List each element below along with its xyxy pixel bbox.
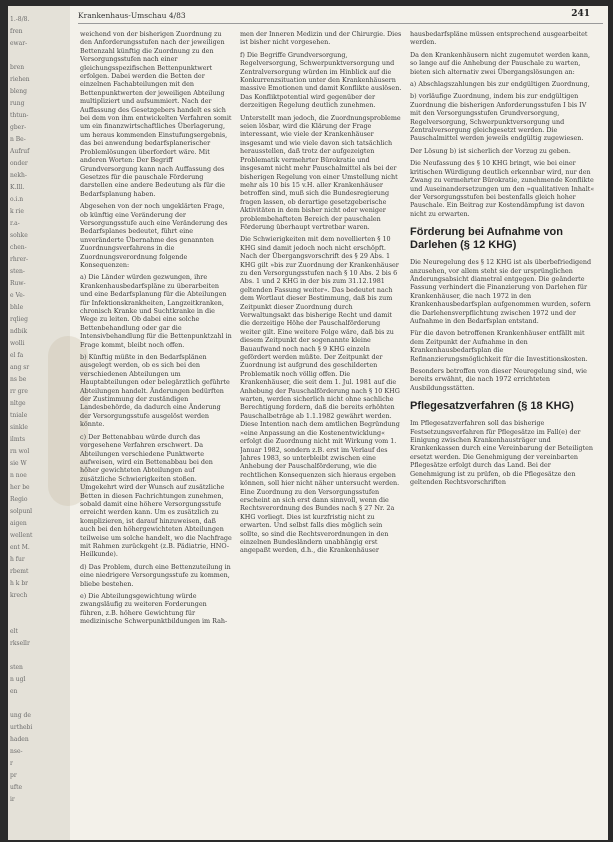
edge-text-fragment: rbemt [10, 568, 29, 575]
paragraph: c) Der Bettenabbau würde durch das vorgesehene Verfahren erschwert. Da Abteilungen verschiedene Punktwerte aufweisen, wird ein Bettenabbau bei den höher gewichteten Abteilungen auf zusätzliche Schwierigkeiten stoßen. Umgekehrt wird der Wunsch auf zusätzliche Betten in diesen Fachrichtungen zunehmen, sobald damit eine höhere Versorgungsstufe erreicht werden kann. Um es zusätzlich zu komplizieren, ist darauf hinzuweisen, daß auch bei den höhergewichteten Abteilungen teilweise um solche handelt, wo die Nachfrage mit Rahmen zurückgeht (z.B. Pädiatrie, HNO-Heilkunde). [80, 432, 232, 559]
edge-text-fragment: ndbik [10, 328, 28, 335]
edge-text-fragment: ent M. [10, 544, 30, 551]
page-header [78, 9, 598, 23]
paragraph: Der Lösung b) ist sicherlich der Vorzug zu geben. [410, 146, 571, 155]
edge-text-fragment: wolli [10, 340, 25, 347]
magazine-page [8, 6, 608, 840]
edge-text-fragment: sie W [10, 460, 27, 467]
paragraph: a) Abschlagszahlungen bis zur endgültigen Zuordnung, [410, 80, 590, 89]
edge-text-fragment: ilmts [10, 436, 26, 443]
edge-text-fragment: n ugl [10, 676, 26, 683]
paragraph: Für die davon betroffenen Krankenhäuser entfällt mit dem Zeitpunkt der Aufnahme in den Krankenhausbedarfsplan die Refinanzierungsmöglichkeit für die Investitionskosten. [410, 329, 588, 363]
paragraph: b) vorläufige Zuordnung, indem bis zur endgültigen Zuordnung die bisherigen Anforderungsstufen I bis IV mit den Versorgungsstufen Grundversorgung, Regelversorgung, Schwerpunktversorgung und Zentralversorgung gleichgesetzt werden. Die Pauschalmittel werden jeweils endgültig zugewiesen. [410, 92, 587, 143]
edge-text-fragment: ufte [10, 784, 23, 791]
edge-text-fragment: elt [10, 628, 18, 635]
paragraph: a) Die Länder würden gezwungen, ihre Krankenhausbedarfspläne zu überarbeiten und eine Bedarfsplanung für die Abteilungen für Infektionskrankheiten, Langzeitkranken, chronisch Kranke und Suchtkranke in die Wege zu leiten. Ob dabei eine solche Bettenbehandlung oder gar die Intensivbehandlung für die Bettenpunktzahl in Frage kommt, bleibt noch offen. [80, 273, 232, 349]
edge-text-fragment: haden [10, 736, 29, 743]
edge-text-fragment: sinkle [10, 424, 28, 431]
text-column-2 [240, 30, 402, 830]
edge-text-fragment: rhrer- [10, 256, 29, 263]
edge-text-fragment: ir [10, 796, 15, 803]
edge-text-fragment: krech [10, 592, 28, 599]
running-title: Krankenhaus-Umschau 4/83 [78, 11, 186, 20]
edge-text-fragment: urthebi [10, 724, 33, 731]
edge-text-fragment: rksellr [10, 640, 30, 647]
edge-text-fragment: nekh- [10, 172, 27, 179]
edge-text-fragment: fren [10, 28, 23, 35]
edge-text-fragment: e Ve- [10, 292, 25, 299]
edge-text-fragment: Ruw- [10, 280, 26, 287]
paragraph: Da den Krankenhäusern nicht zugemutet werden kann, so lange auf die Anhebung der Pauschale zu warten, bieten sich alternativ zwei Übergangslösungen an: [410, 50, 591, 76]
edge-text-fragment: n Be- [10, 136, 26, 143]
edge-text-fragment: k rie [10, 208, 24, 215]
paragraph: d) Das Problem, durch eine Bettenzuteilung in eine niedrigere Versorgungsstufe zu kommen, bliebe bestehen. [80, 562, 231, 588]
text-column-3 [410, 30, 596, 830]
edge-text-fragment: en [10, 688, 18, 695]
paragraph: Besonders betroffen von dieser Neuregelung sind, wie bereits erwähnt, die nach 1972 errichteten Ausbildungsstätten. [410, 367, 587, 392]
edge-text-fragment: r [10, 760, 13, 767]
paragraph: Die Neuregelung des § 12 KHG ist als überbefriedigend anzusehen, vor allem steht sie der ursprünglichen Änderungsabsicht diametral entgegen. Die geänderte Fassung verhindert die Finanzierung von Darlehen für Krankenhäuser, die nach 1972 in den Krankenhausbedarfsplan aufgenommen wurden, sofern die Darlehensverpflichtung zwischen 1972 und der Aufnahme in den Bedarfsplan entstand. [410, 258, 592, 325]
edge-text-fragment: rqlieg [10, 316, 28, 323]
section-heading: Förderung bei Aufnahme von Darlehen (§ 12 KHG) [410, 226, 563, 252]
edge-text-fragment: h fur [10, 556, 25, 563]
edge-text-fragment: gber- [10, 124, 27, 131]
paragraph: Im Pflegesatzverfahren soll das bisherige Festsetzungsverfahren für Pflegesätze im Fall(e) der Einigung zwischen Krankenhausträger und Krankenkassen durch eine Vereinbarung der Beteiligten ersetzt werden. Die Genehmigung der vereinbarten Pflegesätze erfolgt durch das Land. Bei der Genehmigung ist zu prüfen, ob die Pflegesätze den geltenden Rechtsvorschriften [410, 419, 594, 487]
edge-text-fragment: nse- [10, 748, 23, 755]
edge-text-fragment: ewar- [10, 40, 28, 47]
paragraph: f) Die Begriffe Grundversorgung, Regelversorgung, Schwerpunktversorgung und Zentralversorgung würden im Hinblick auf die Konkurrenzsituation unter den Krankenhäusern massive Emotionen und damit Konflikte auslösen. Das Konfliktpotential wird gegenüber der derzeitigen Regelung deutlich zunehmen. [240, 50, 402, 110]
edge-text-fragment: bleng [10, 88, 28, 95]
header-rule [78, 23, 603, 24]
edge-text-fragment: rung [10, 100, 25, 107]
paragraph: e) Die Abteilungsgewichtung würde zwangsläufig zu weiteren Forderungen führen, z.B. höhere Gewichtung für medizinische Schwerpunktbildungen im Rah- [80, 592, 228, 626]
edge-text-fragment: rr gre [10, 388, 28, 395]
edge-text-fragment: onder [10, 160, 28, 167]
edge-text-fragment: o.i.n [10, 196, 24, 203]
paragraph: hausbedarfspläne müssen entsprechend ausgearbeitet werden. [410, 30, 588, 47]
edge-text-fragment: ang sr [10, 364, 30, 371]
edge-text-fragment: K.Ill. [10, 184, 25, 191]
edge-text-fragment: Regio [10, 496, 28, 503]
paragraph: weichend von der bisherigen Zuordnung zu den Anforderungsstufen nach der jeweiligen Bettenzahl künftig die Zuordnung zu den Versorgungsstufen nach einer gleichungsspezifischen Bettenpunktwert erfolgen. Dabei werden die Betten der einzelnen Fachabteilungen mit den Bettenpunktwerten der jeweiligen Abteilung multipliziert und aufsummiert. Nach der Auffassung des Gesetzgebers handelt es sich bei dem von ihm entwickelten Verfahren somit um ein finanzwirtschaftliches Überlagerung, um heraus kommenden Einstufungsergebnis, das bei anwendung bedarfsplanerischer Problemlösungen überfordert wäre. Mit anderen Worten: Der Begriff Grundversorgung kann nach Auffassung des Gesetzes für die pauschale Förderung darstellen eine andere Bedeutung als für die Bedarfsplanung haben. [80, 30, 232, 198]
edge-text-fragment: h k br [10, 580, 29, 587]
edge-text-fragment: riehen [10, 76, 30, 83]
edge-text-fragment: Aufruf [10, 148, 30, 155]
paragraph: men der Inneren Medizin und der Chirurgie. Dies ist bisher nicht vorgesehen. [240, 30, 402, 47]
edge-text-fragment: sten- [10, 268, 25, 275]
paragraph: Abgesehen von der noch ungeklärten Frage, ob künftig eine Veränderung der Versorgungsstufe auch eine Veränderung des Bedarfsplanes bedeutet, führt eine unveränderte Übernahme des genannten Zuordnungsverfahrens in die Zuordnungsverordnung folgende Konsequenzen: [80, 202, 228, 269]
edge-text-fragment: 1.-8/8. [10, 16, 30, 23]
edge-text-fragment: tniale [10, 412, 28, 419]
edge-text-fragment: thtun- [10, 112, 29, 119]
paragraph: b) Künftig müßte in den Bedarfsplänen ausgelegt werden, ob es sich bei den verschiedenen Abteilungen um Hauptabteilungen oder belegärztlich geführte Abteilungen handelt. Änderungen bedürften der Zustimmung der zuständigen Landesbehörde, da dadurch eine Änderung der Versorgungsstufe ausgelöst werden könnte. [80, 353, 230, 429]
edge-text-fragment: chen- [10, 244, 27, 251]
edge-text-fragment: ns be [10, 376, 27, 383]
page-number: 241 [571, 9, 590, 19]
edge-text-fragment: r.a- [10, 220, 20, 227]
edge-text-fragment: n noe [10, 472, 27, 479]
edge-text-fragment: pr [10, 772, 17, 779]
edge-text-fragment: ung de [10, 712, 31, 719]
edge-text-fragment: nltge [10, 400, 26, 407]
edge-text-fragment: el fa [10, 352, 24, 359]
paragraph: Die Neufassung des § 10 KHG bringt, wie bei einer kritischen Würdigung deutlich erkennbar wird, nur den Zwang zu vermehrter Bürokratie, zunehmende Konflikte und Auseinandersetzungen um den »qualitativen Inhalt« der Versorgungsstufen bei bestenfalls gleich hoher Pauschale. Ein Beitrag zur Kostendämpfung ist davon nicht zu erwarten. [410, 159, 595, 218]
paragraph: Unterstellt man jedoch, die Zuordnungsprobleme seien lösbar, wird die Klärung der Frage interessant, wie viele der Krankenhäuser insgesamt und wie viele davon sich tatsächlich herausstellen, daß trotz der aufgezeigten Problematik vermehrter Bürokratie und insgesamt nicht mehr Pauschalmittel als bei der bisherigen Regelung von einer Umstellung nicht mehr als 10 bis 15 v.H. aller Krankenhäuser betroffen sind, muß sich die Bundesregierung fragen lassen, ob derartige gesetzgeberische Aktivitäten in dem bisher nicht oder weniger problembehafteten Bereich der pauschalen Förderung überhaupt vertretbar waren. [240, 113, 401, 231]
section-heading: Pflegesatzverfahren (§ 18 KHG) [410, 400, 574, 413]
edge-text-fragment: rn wol [10, 448, 30, 455]
edge-text-fragment: bren [10, 64, 25, 71]
edge-text-fragment: aigen [10, 520, 27, 527]
edge-text-fragment: sohke [10, 232, 28, 239]
edge-text-fragment: her be [10, 484, 30, 491]
edge-text-fragment: solpunl [10, 508, 33, 515]
edge-text-fragment: wellent [10, 532, 33, 539]
paragraph: Die Schwierigkeiten mit dem novellierten § 10 KHG sind damit jedoch noch nicht erschöpft. Nach der Übergangsvorschrift des § 29 Abs. 1 KHG gilt »bis zur Zuordnung der Krankenhäuser zu den Versorgungsstufen nach § 10 Abs. 2 bis 6 Abs. 1 und 2 KHG in der bis zum 31.12.1981 geltenden Fassung weiter«. Das bedeutet nach dem Wortlaut dieser Bestimmung, daß bis zum Zeitpunkt dieser Zuordnung durch Verwaltungsakt das bisherige Recht und damit die derzeitige Höhe der Pauschalförderung weiter gilt. Eine weitere Folge wäre, daß bis zu diesem Zeitpunkt der sogenannte kleine Bauaufwand noch nach § 9 KHG einzeln gefördert werden müßte. Der Zeitpunkt der Zuordnung ist aufgrund des geschilderten Problematik noch völlig offen. Die Krankenhäuser, die seit dem 1. Jul. 1981 auf die Anhebung der Pauschalförderung nach § 10 KHG warten, werden sicherlich nicht ohne sachliche Berechtigung fordern, daß die bereits erhöhten Pauschalbeträge ab 1.1.1982 gewährt werden. Diese Intention nach dem amtlichen Begründung »eine Anpassung an die Kostenentwicklung« erfolgt die Zuordnung nicht mit Wirkung vom 1. Januar 1982, sondern z.B. erst im Verlauf des Jahres 1983, so unterbleibt zwischen eine Anhebung der Pauschalförderung, wie die rechtlichen Konsequenzen sich hieraus ergeben können, soll hier nicht näher untersucht werden. Eine Zuordnung zu den Versorgungsstufen erscheint an sich erst dann sinnvoll, wenn die Rechtsverordnung des Bundes nach § 27 Nr. 2a KHG vorliegt. Dies ist kurzfristig nicht zu erwarten. Und selbst falls dies möglich sein sollte, so sind die Rechtsverordnungen in den einzelnen Bundesländern unabhängig erst angepaßt werden, d.h., die Krankenhäuser [240, 235, 400, 555]
edge-text-fragment: sten [10, 664, 23, 671]
edge-text-fragment: bhle [10, 304, 24, 311]
text-column-1 [80, 30, 232, 830]
